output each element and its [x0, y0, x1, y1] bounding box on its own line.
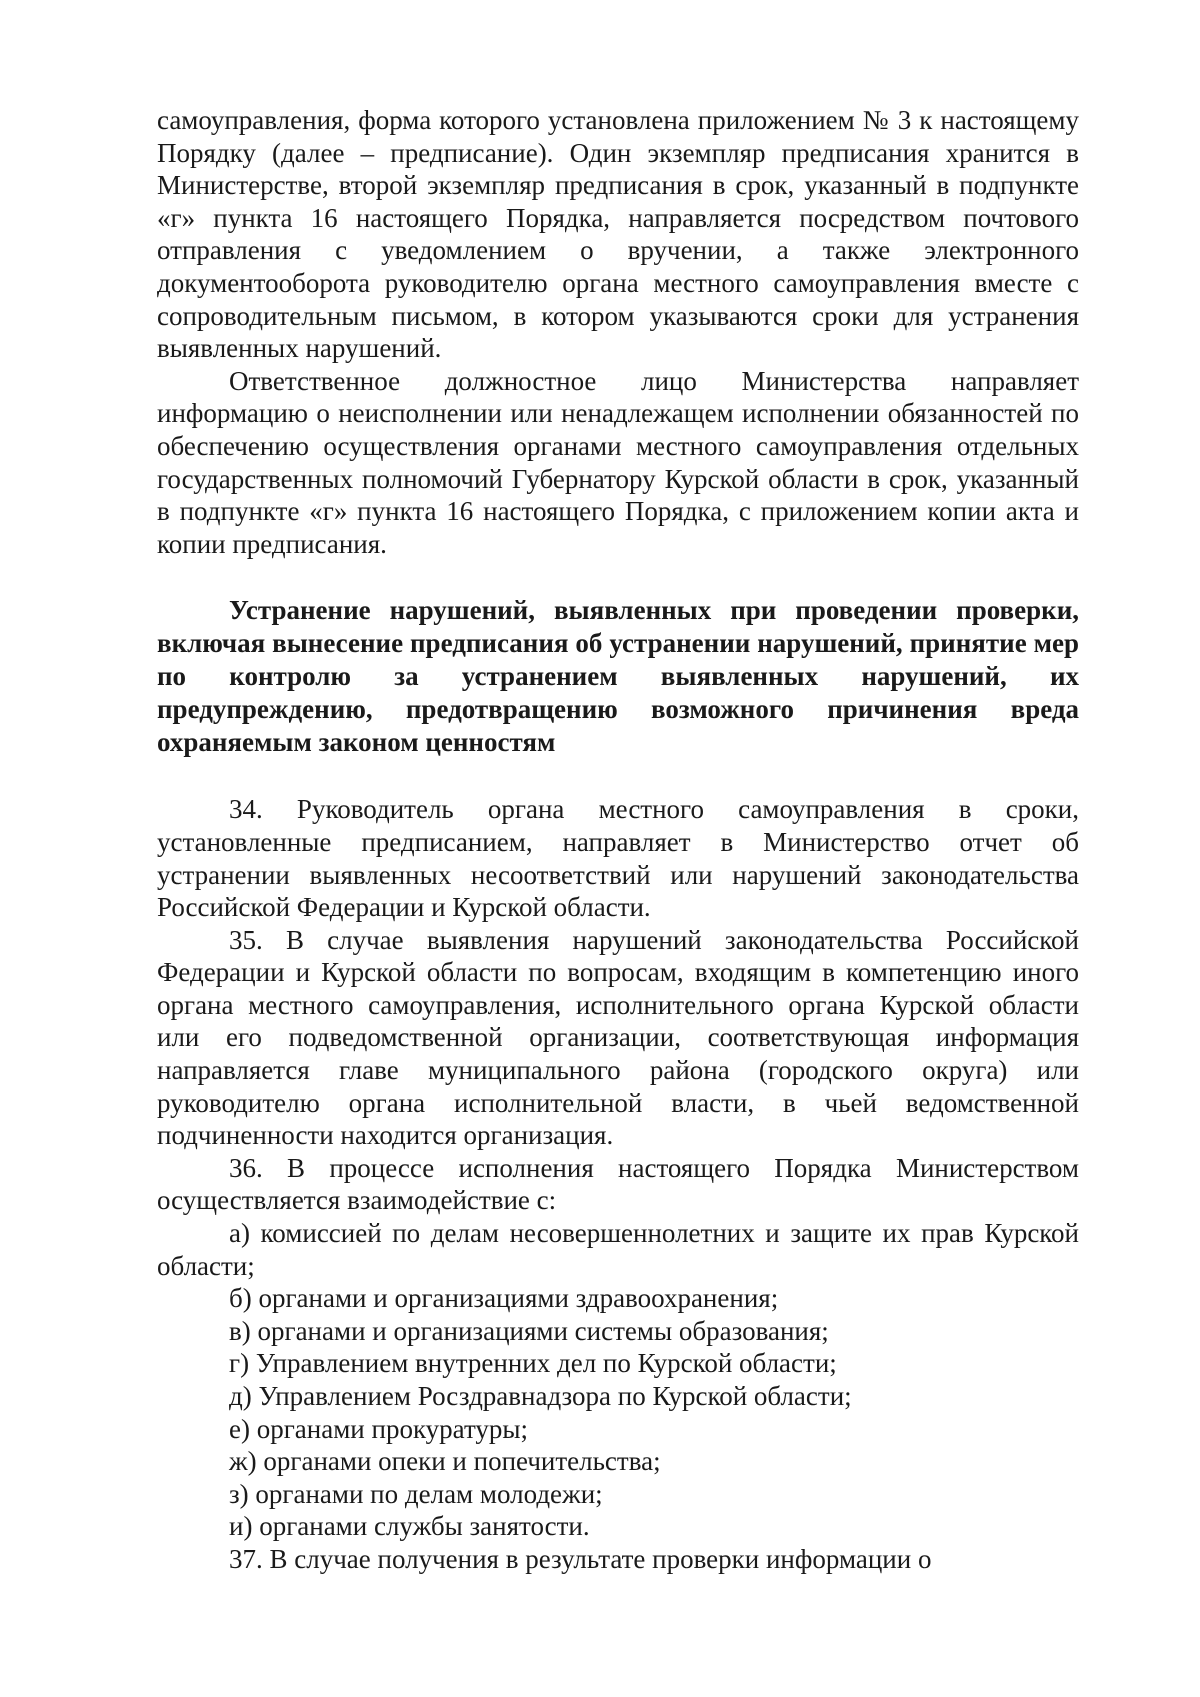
section-heading: Устранение нарушений, выявленных при проведении проверки, включая вынесение предписания об устранении нарушений, принятие мер по контролю за устранением выявленных нарушений, их предупреждению, предотвращению возможного причинения вреда охраняемым законом ценностям: [157, 595, 1079, 758]
list-item-zh: ж) органами опеки и попечительства;: [229, 1446, 661, 1477]
list-item-i: и) органами службы занятости.: [229, 1511, 590, 1542]
list-item-d: д) Управлением Росздравнадзора по Курской области;: [229, 1381, 852, 1411]
document-page: [157, 104, 1079, 1576]
paragraph-37: 37. В случае получения в результате проверки информации о: [229, 1543, 932, 1574]
paragraph-responsible-official: Ответственное должностное лицо Министерства направляет информацию о неисполнении или ненадлежащем исполнении обязанностей по обеспечению осуществления органами местного самоуправления отдельных государственных полномочий Губернатору Курской области в срок, указанный в подпункте «г» пункта 16 настоящего Порядка, с приложением копии акта и копии предписания.: [157, 365, 1079, 559]
paragraph-35: 35. В случае выявления нарушений законодательства Российской Федерации и Курской области по вопросам, входящим в компетенцию иного органа местного самоуправления, исполнительного органа Курской области или его подведомственной организации, соответствующая информация направляется главе муниципального района (городского округа) или руководителю органа исполнительной власти, в чьей ведомственной подчиненности находится организация.: [157, 924, 1079, 1151]
paragraph-36: 36. В процессе исполнения настоящего Порядка Министерством осуществляется взаимодействие с:: [157, 1152, 1079, 1216]
list-item-z: з) органами по делам молодежи;: [229, 1478, 603, 1509]
list-item-b: б) органами и организациями здравоохранения;: [229, 1283, 779, 1314]
paragraph-34: 34. Руководитель органа местного самоуправления в сроки, установленные предписанием, направляет в Министерство отчет об устранении выявленных несоответствий или нарушений законодательства Российской Федерации и Курской области.: [157, 794, 1079, 923]
paragraph-continuation: самоуправления, форма которого установлена приложением № 3 к настоящему Порядку (далее – предписание). Один экземпляр предписания хранится в Министерстве, второй экземпляр предписания в срок, указанный в подпункте «г» пункта 16 настоящего Порядка, направляется посредством почтового отправления с уведомлением о вручении, а также электронного документооборота руководителю органа местного самоуправления вместе с сопроводительным письмом, в котором указываются сроки для устранения выявленных нарушений.: [157, 105, 1079, 364]
list-item-a: а) комиссией по делам несовершеннолетних и защите их прав Курской области;: [157, 1218, 1079, 1281]
list-item-g: г) Управлением внутренних дел по Курской области;: [229, 1348, 837, 1379]
list-item-v: в) органами и организациями системы образования;: [229, 1315, 829, 1346]
list-item-e: е) органами прокуратуры;: [229, 1413, 529, 1444]
